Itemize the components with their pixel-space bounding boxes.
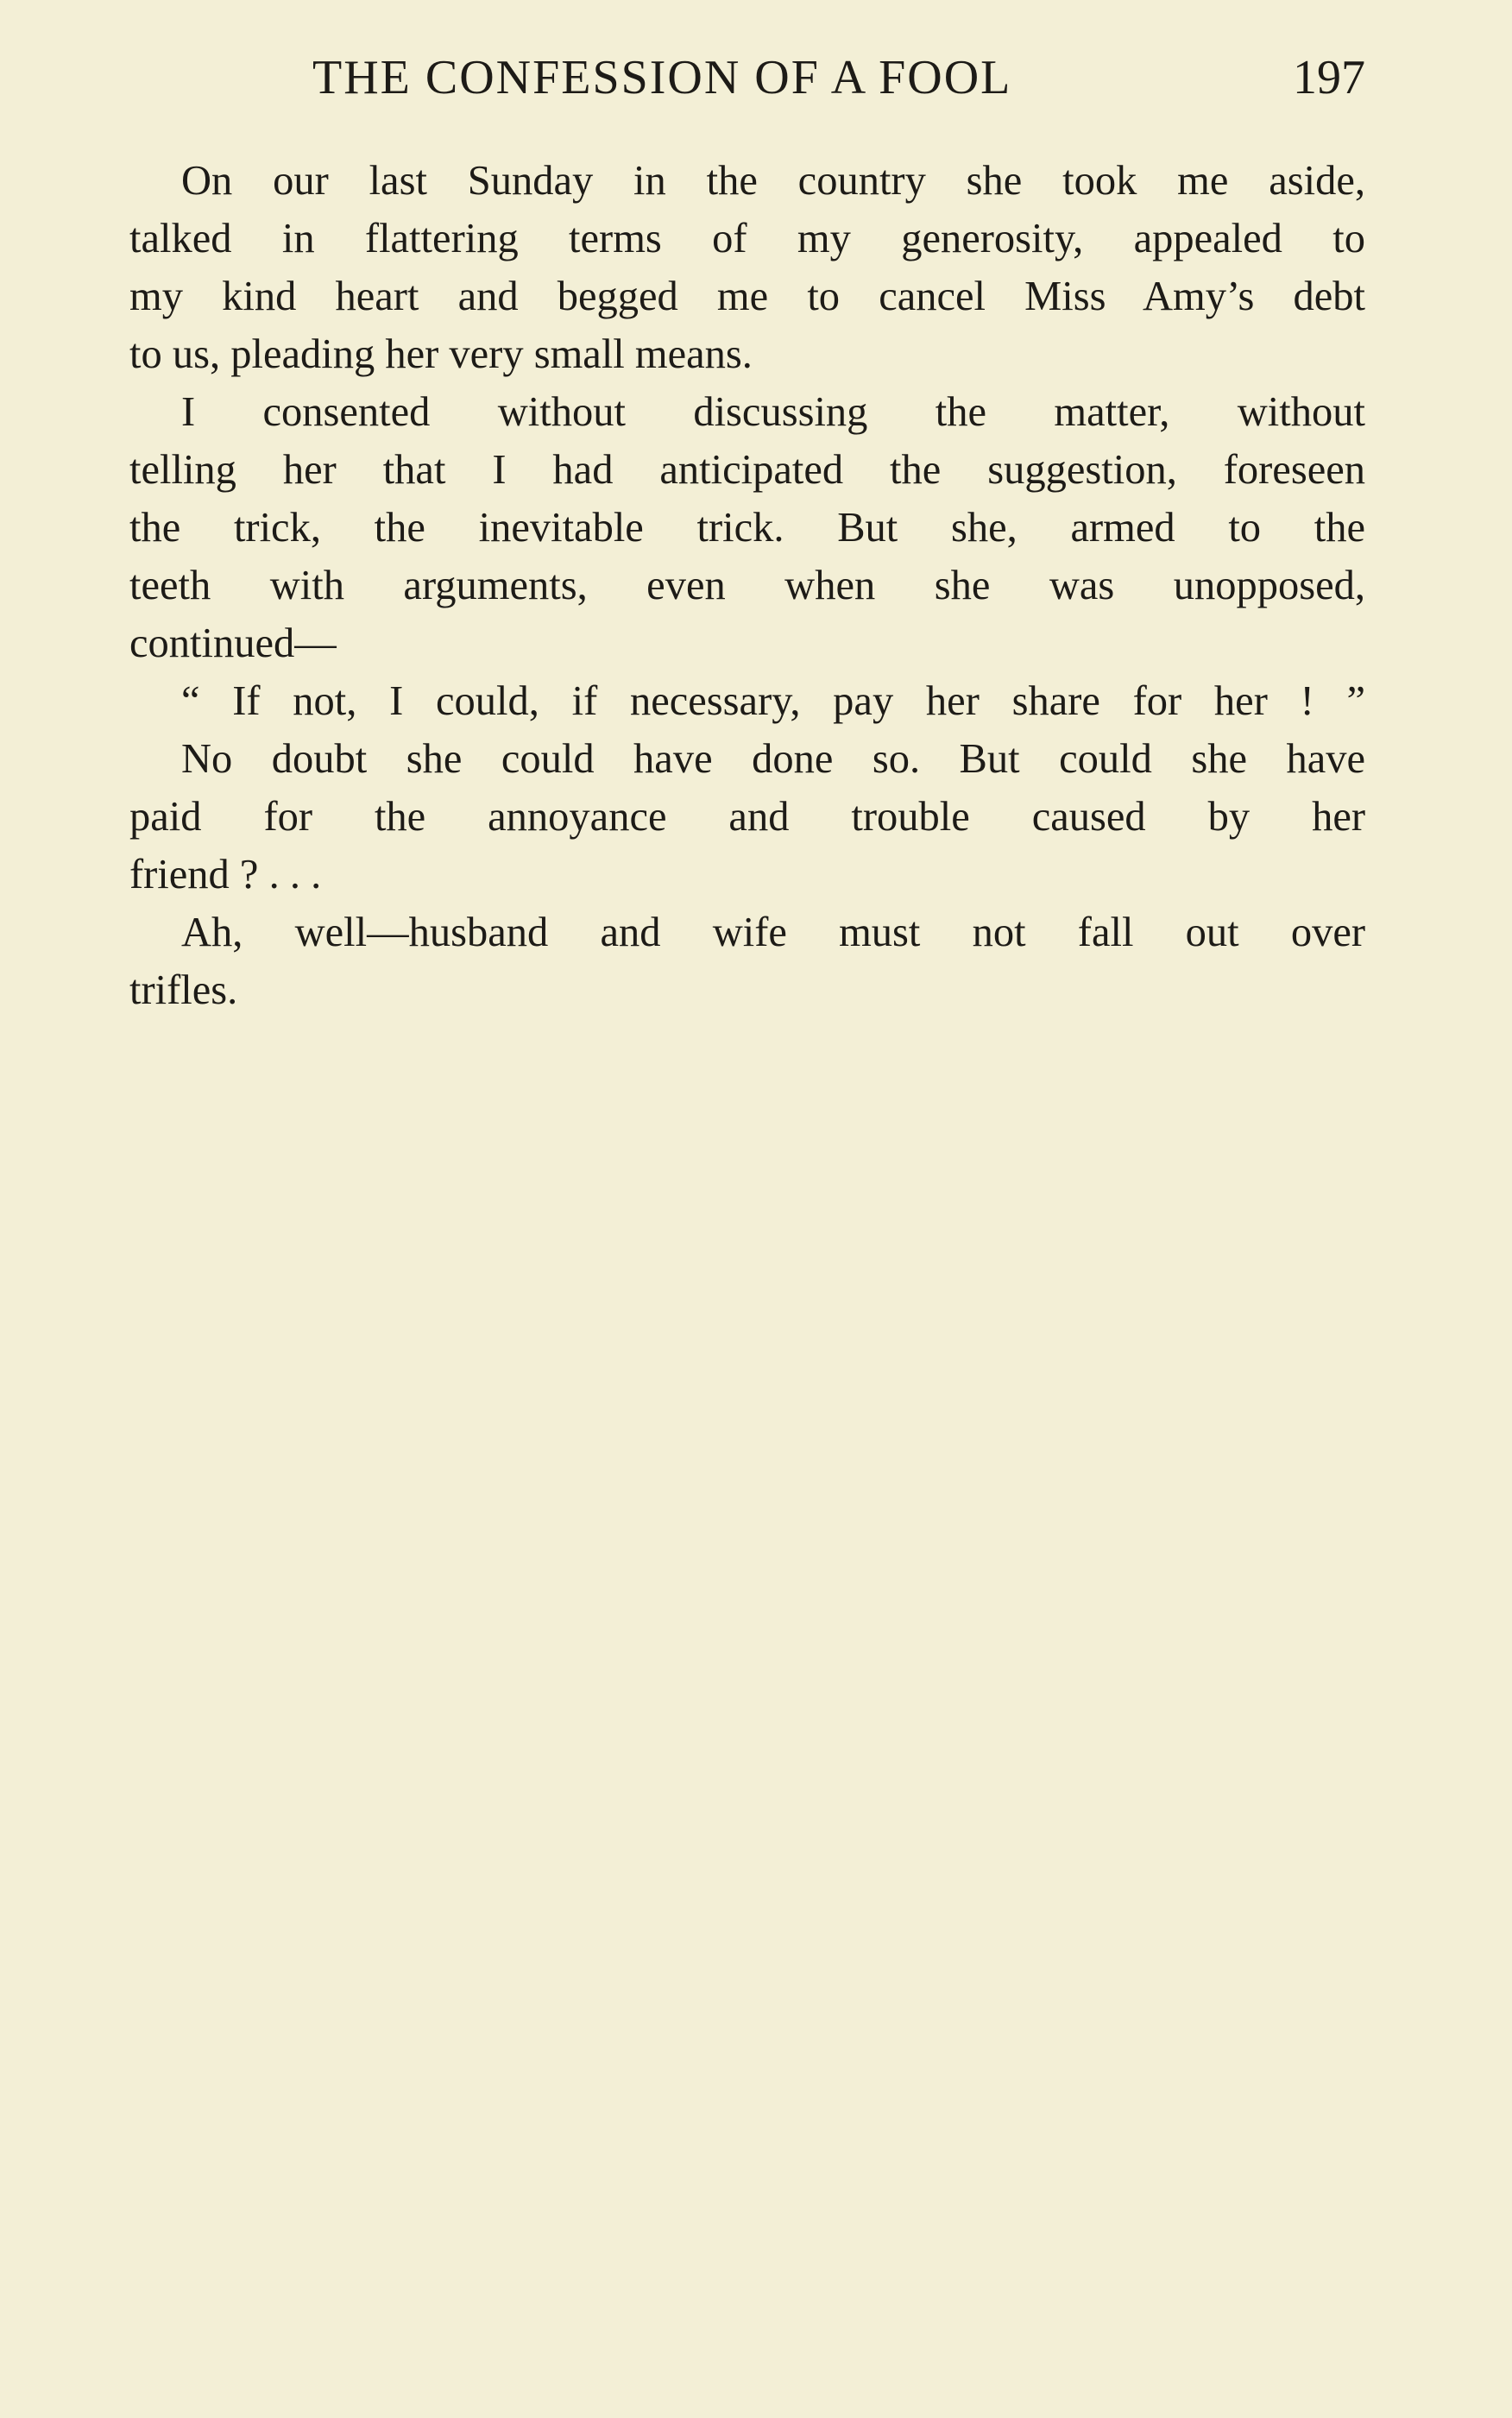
paragraph-1-line-2: talked in flattering terms of my generosity, appealed to xyxy=(129,216,1365,261)
paragraph-5-line-1: Ah, well—husband and wife must not fall out over xyxy=(181,910,1365,955)
body-text xyxy=(129,152,1365,1019)
paragraph-1-line-1: On our last Sunday in the country she took me aside, xyxy=(181,158,1365,204)
running-head xyxy=(129,50,1365,110)
paragraph-4-line-3: friend ? . . . xyxy=(129,852,322,897)
paragraph-1-line-3: my kind heart and begged me to cancel Miss Amy’s debt xyxy=(129,274,1365,319)
paragraph-1-line-4: to us, pleading her very small means. xyxy=(129,331,753,377)
page-number: 197 xyxy=(1293,51,1365,104)
paragraph-4-line-2: paid for the annoyance and trouble caused by her xyxy=(129,794,1365,840)
paragraph-2-line-3: the trick, the inevitable trick. But she, armed to the xyxy=(129,505,1365,551)
paragraph-4-line-1: No doubt she could have done so. But could she have xyxy=(181,736,1365,782)
paragraph-2-line-1: I consented without discussing the matter, without xyxy=(181,389,1365,435)
paragraph-5-line-2: trifles. xyxy=(129,967,238,1013)
paragraph-3-line-1: “ If not, I could, if necessary, pay her share for her ! ” xyxy=(181,678,1365,724)
paragraph-2-line-5: continued— xyxy=(129,620,337,666)
running-title: THE CONFESSION OF A FOOL xyxy=(312,51,1012,104)
paragraph-2-line-2: telling her that I had anticipated the suggestion, foreseen xyxy=(129,447,1365,493)
paragraph-2-line-4: teeth with arguments, even when she was unopposed, xyxy=(129,563,1365,608)
